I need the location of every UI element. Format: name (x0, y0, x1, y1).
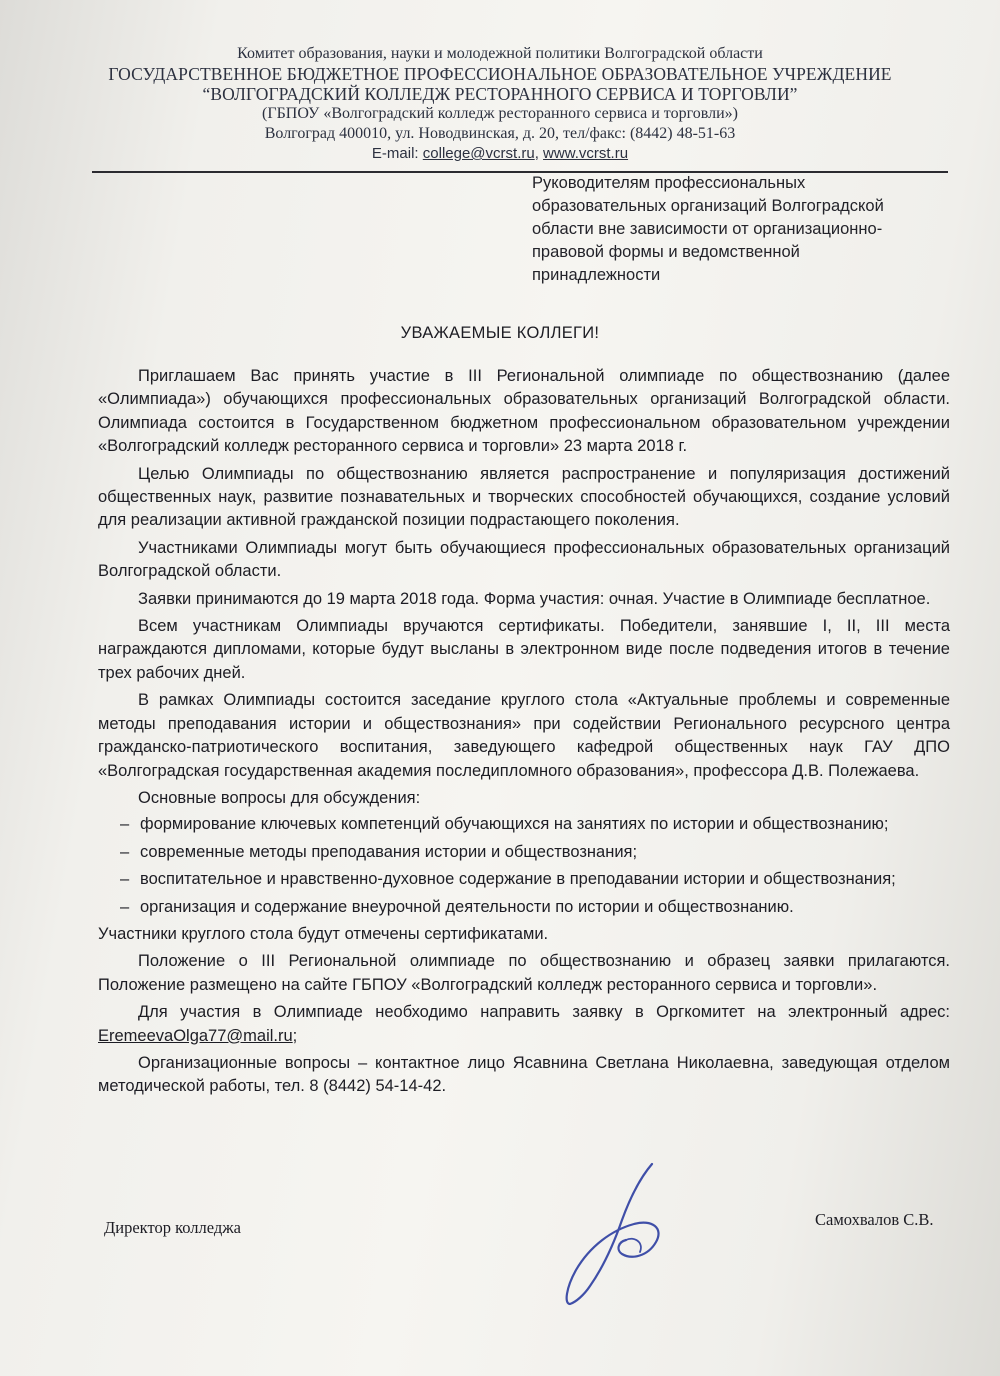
letterhead (100, 44, 900, 164)
paragraph-round-table-certificates: Участники круглого стола будут отмечены сертификатами. (98, 924, 549, 943)
college-website-link[interactable]: www.vcrst.ru (543, 145, 629, 162)
submission-end: ; (292, 1026, 298, 1045)
paragraph-participants: Участниками Олимпиады могут быть обучающиеся профессиональных образовательных организаций Волгоградской области. (98, 538, 950, 581)
letterhead-committee: Комитет образования, науки и молодежной политики Волгоградской области (237, 45, 763, 62)
paragraph-round-table: В рамках Олимпиады состоится заседание круглого стола «Актуальные проблемы и современные методы преподавания истории и обществознания» при содействии Регионального ресурсного центра гражданско-патриотического воспитания, заведующего кафедрой общественных наук ГАУ ДПО «Волгоградская государственная академия последипломного образования», профессора Д.В. Полежаева. (98, 691, 950, 780)
list-dash: – (120, 897, 130, 916)
letterhead-institution-name: “ВОЛГОГРАДСКИЙ КОЛЛЕДЖ РЕСТОРАННОГО СЕРВИСА И ТОРГОВЛИ” (202, 84, 798, 104)
list-dash: – (120, 815, 130, 834)
paragraph-submission (98, 1001, 950, 1048)
list-item (98, 896, 950, 919)
paragraph-regulations: Положение о III Региональной олимпиаде по обществознанию и образец заявки прилагаются. Положение размещено на сайте ГБПОУ «Волгоградский колледж ресторанного сервиса и торговли». (98, 952, 950, 994)
list-item (98, 841, 950, 864)
signatory-position: Директор колледжа (104, 1218, 241, 1237)
paragraph-applications: Заявки принимаются до 19 марта 2018 года. Форма участия: очная. Участие в Олимпиаде бесплатное. (138, 589, 931, 608)
list-item-text: формирование ключевых компетенций обучающихся на занятиях по истории и обществознанию; (140, 815, 889, 834)
salutation-title: УВАЖАЕМЫЕ КОЛЛЕГИ! (400, 324, 600, 342)
list-dash: – (120, 870, 130, 889)
letterhead-address: Волгоград 400010, ул. Новодвинская, д. 20, тел/факс: (8442) 48-51-63 (264, 125, 736, 142)
paragraph-certificates: Всем участникам Олимпиады вручаются сертификаты. Победители, занявшие I, II, III места награждаются дипломами, которые будут высланы в электронном виде после подведения итогов в течение трех рабочих дней. (98, 617, 950, 682)
discussion-topics-list (98, 813, 950, 919)
signatory-name: Самохвалов С.В. (815, 1210, 934, 1229)
submission-text: Для участия в Олимпиаде необходимо направить заявку в Оргкомитет на электронный адрес: (138, 1003, 950, 1022)
college-email-link[interactable]: college@vcrst.ru (422, 145, 535, 162)
list-item (98, 868, 950, 891)
handwritten-signature-icon (560, 1158, 670, 1308)
list-item-text: воспитательное и нравственно-духовное содержание в преподавании истории и обществознания; (140, 870, 896, 889)
addressee-block: Руководителям профессиональных образовательных организаций Волгоградской области вне зависимости от организационно-правовой формы и ведомственной принадлежности (532, 174, 884, 284)
letterhead-abbreviation: (ГБПОУ «Волгоградский колледж ресторанного сервиса и торговли») (262, 105, 738, 122)
list-item (98, 813, 950, 836)
letterhead-institution-type: ГОСУДАРСТВЕННОЕ БЮДЖЕТНОЕ ПРОФЕССИОНАЛЬНОЕ ОБРАЗОВАТЕЛЬНОЕ УЧРЕЖДЕНИЕ (108, 64, 892, 84)
discussion-intro: Основные вопросы для обсуждения: (138, 788, 421, 807)
email-label: E-mail: (371, 145, 419, 162)
letter-body (98, 365, 950, 1103)
contacts-separator: , (534, 145, 539, 162)
list-item-text: современные методы преподавания истории и обществознания; (140, 842, 638, 861)
letterhead-contacts (100, 144, 900, 164)
orgcommittee-email-link[interactable]: EremeevaOlga77@mail.ru (98, 1026, 293, 1045)
paragraph-invitation: Приглашаем Вас принять участие в III Региональной олимпиаде по обществознанию (далее «Олимпиада») обучающихся профессиональных образовательных организаций Волгоградской области. Олимпиада состоится в Государственном бюджетном профессиональном образовательном учреждении «Волгоградский колледж ресторанного сервиса и торговли» 23 марта 2018 г. (98, 367, 950, 456)
paragraph-contact-person: Организационные вопросы – контактное лицо Ясавнина Светлана Николаевна, заведующая отделом методической работы, тел. 8 (8442) 54-14-42. (98, 1053, 950, 1096)
list-item-text: организация и содержание внеурочной деятельности по истории и обществознанию. (140, 897, 794, 916)
list-dash: – (120, 842, 130, 861)
paragraph-purpose: Целью Олимпиады по обществознанию является распространение и популяризация достижений общественных наук, развитие познавательных и творческих способностей обучающихся, создание условий для реализации активной гражданской позиции подрастающего поколения. (98, 464, 950, 530)
